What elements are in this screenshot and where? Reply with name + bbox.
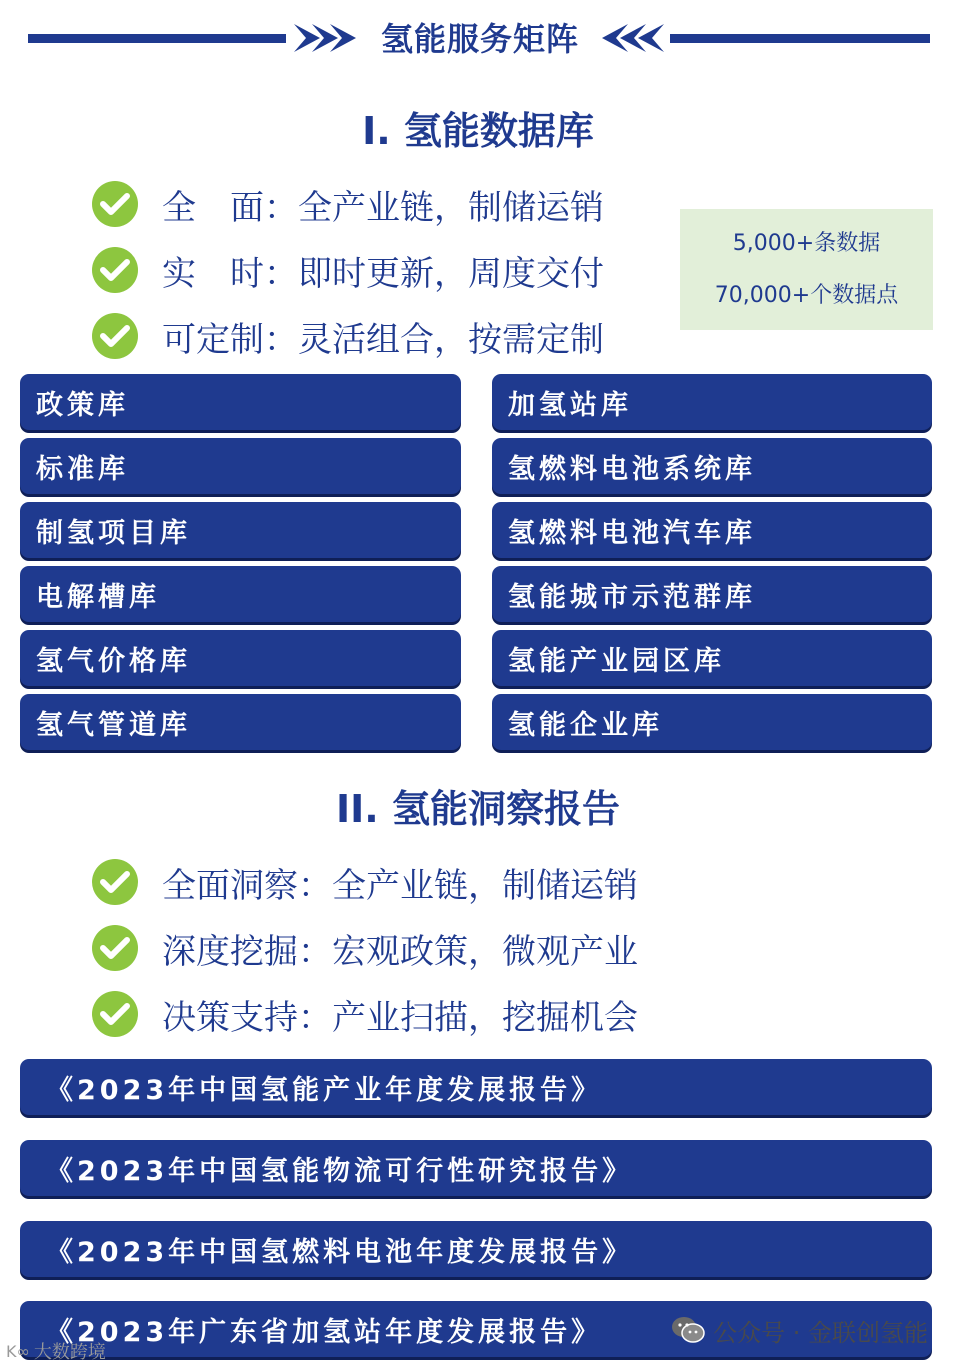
db-refueling-station-button[interactable]: 加氢站库 bbox=[492, 374, 932, 430]
check-icon bbox=[92, 313, 138, 359]
header-title: 氢能服务矩阵 bbox=[380, 20, 579, 58]
bottom-mark-logo-icon: K∞ bbox=[6, 1341, 30, 1361]
database-feature bbox=[92, 310, 604, 362]
database-section-title: I. 氢能数据库 bbox=[362, 109, 594, 153]
db-fuel-cell-system-button[interactable]: 氢燃料电池系统库 bbox=[492, 438, 932, 494]
reports-feature bbox=[92, 922, 638, 974]
reports-section-title: II. 氢能洞察报告 bbox=[336, 787, 620, 831]
db-demo-city-cluster-button[interactable]: 氢能城市示范群库 bbox=[492, 566, 932, 622]
feature-text: 可定制：灵活组合，按需定制 bbox=[162, 319, 604, 360]
check-icon bbox=[92, 181, 138, 227]
reports-feature bbox=[92, 856, 638, 908]
db-hydrogen-price-button[interactable]: 氢气价格库 bbox=[20, 630, 461, 686]
db-electrolyzer-button[interactable]: 电解槽库 bbox=[20, 566, 461, 622]
db-pipeline-button[interactable]: 氢气管道库 bbox=[20, 694, 461, 750]
feature-text: 实 时：即时更新，周度交付 bbox=[162, 253, 604, 294]
header-line-left bbox=[28, 34, 286, 43]
db-fuel-cell-vehicle-button[interactable]: 氢燃料电池汽车库 bbox=[492, 502, 932, 558]
report-fuel-cell-button[interactable]: 《2023年中国氢燃料电池年度发展报告》 bbox=[20, 1221, 932, 1277]
bottom-mark bbox=[6, 1338, 106, 1364]
stats-records: 5,000+条数据 bbox=[732, 230, 881, 256]
watermark-text: 公众号 · 金联创氢能 bbox=[713, 1318, 928, 1347]
check-icon bbox=[92, 247, 138, 293]
feature-text: 全面洞察：全产业链，制储运销 bbox=[162, 865, 638, 906]
feature-text: 决策支持：产业扫描，挖掘机会 bbox=[162, 997, 638, 1038]
check-icon bbox=[92, 925, 138, 971]
database-feature bbox=[92, 244, 604, 296]
stats-datapoints: 70,000+个数据点 bbox=[714, 282, 899, 308]
watermark bbox=[671, 1312, 928, 1348]
feature-text: 全 面：全产业链，制储运销 bbox=[162, 187, 604, 228]
report-guangdong-station-button[interactable]: 《2023年广东省加氢站年度发展报告》 bbox=[20, 1301, 932, 1357]
report-industry-button[interactable]: 《2023年中国氢能产业年度发展报告》 bbox=[20, 1059, 932, 1115]
feature-text: 深度挖掘：宏观政策，微观产业 bbox=[162, 931, 638, 972]
reports-feature bbox=[92, 988, 638, 1040]
db-industrial-park-button[interactable]: 氢能产业园区库 bbox=[492, 630, 932, 686]
report-logistics-button[interactable]: 《2023年中国氢能物流可行性研究报告》 bbox=[20, 1140, 932, 1196]
stats-box bbox=[680, 209, 933, 330]
database-feature bbox=[92, 178, 604, 230]
check-icon bbox=[92, 859, 138, 905]
db-enterprise-button[interactable]: 氢能企业库 bbox=[492, 694, 932, 750]
double-chevron-left-icon bbox=[598, 20, 664, 56]
db-standard-button[interactable]: 标准库 bbox=[20, 438, 461, 494]
bottom-mark-text: 大数跨境 bbox=[33, 1342, 106, 1363]
header-line-right bbox=[670, 34, 930, 43]
db-production-project-button[interactable]: 制氢项目库 bbox=[20, 502, 461, 558]
check-icon bbox=[92, 991, 138, 1037]
wechat-icon bbox=[671, 1316, 705, 1344]
double-chevron-right-icon bbox=[294, 20, 360, 56]
db-policy-button[interactable]: 政策库 bbox=[20, 374, 461, 430]
